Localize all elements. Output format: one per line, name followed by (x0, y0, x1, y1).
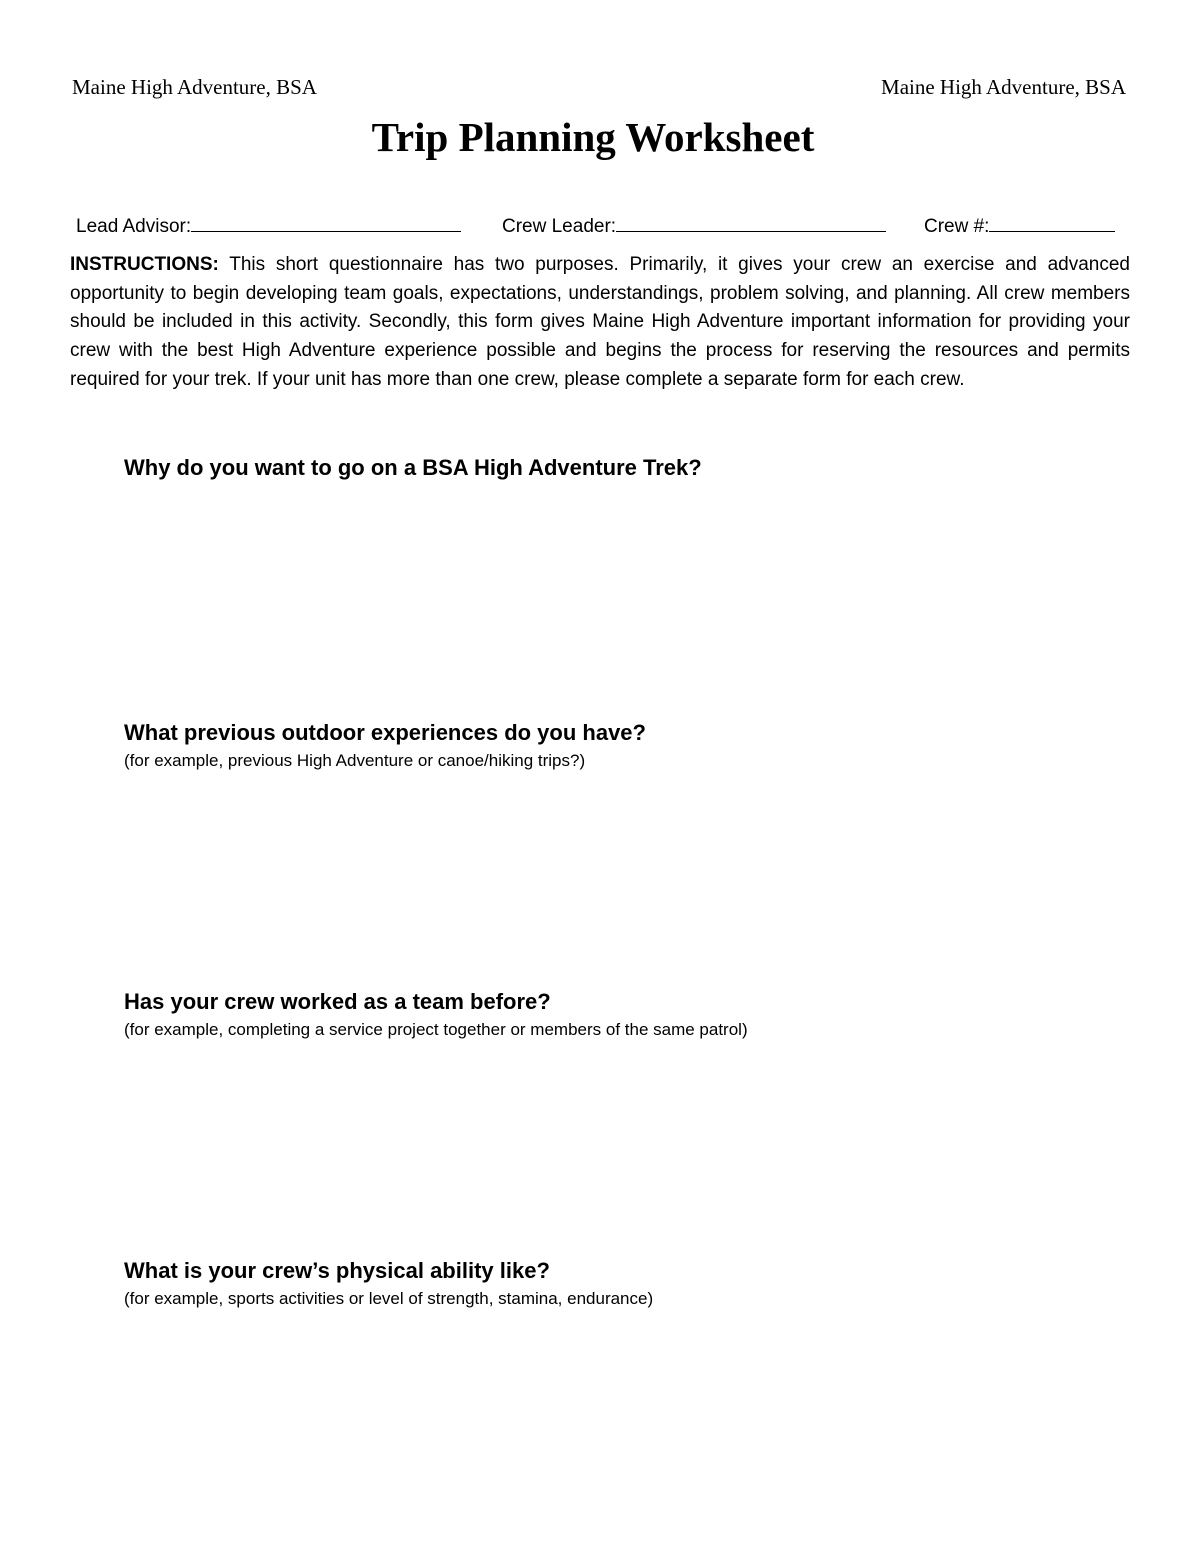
crew-info-fields (76, 211, 1130, 239)
crew-leader-label: Crew Leader: (502, 216, 617, 237)
question-3-subtitle: (for example, completing a service project together or members of the same patrol) (124, 1020, 748, 1039)
crew-number-field (924, 211, 1115, 240)
page-title: Trip Planning Worksheet (371, 114, 815, 160)
question-2-title: What previous outdoor experiences do you have? (124, 720, 646, 745)
lead-advisor-label: Lead Advisor: (76, 216, 192, 237)
crew-number-blank[interactable] (989, 211, 1115, 232)
header-right: Maine High Adventure, BSA (881, 75, 1126, 99)
question-3-title: Has your crew worked as a team before? (124, 989, 551, 1014)
question-2-subtitle: (for example, previous High Adventure or canoe/hiking trips?) (124, 751, 586, 770)
question-4 (124, 1256, 1124, 1310)
instructions-text: This short questionnaire has two purposes. Primarily, it gives your crew an exercise and advanced opportunity to begin developing team goals, expectations, understandings, problem solving, and planning. All crew members should be included in this activity. Secondly, this form gives Maine High Adventure important information for providing your crew with the best High Adventure experience possible and begins the process for reserving the resources and permits required for your trek. If your unit has more than one crew, please complete a separate form for each crew. (70, 254, 1130, 390)
crew-leader-field (502, 211, 886, 240)
lead-advisor-field (76, 211, 461, 240)
lead-advisor-blank[interactable] (191, 211, 461, 232)
instructions-paragraph (70, 251, 1130, 395)
crew-leader-blank[interactable] (616, 211, 886, 232)
question-1-title: Why do you want to go on a BSA High Adventure Trek? (124, 455, 702, 480)
question-3 (124, 987, 1124, 1041)
question-2 (124, 718, 1124, 772)
header-left: Maine High Adventure, BSA (72, 75, 317, 99)
question-4-title: What is your crew’s physical ability like? (124, 1258, 550, 1283)
instructions-label: INSTRUCTIONS: (70, 254, 219, 275)
crew-number-label: Crew #: (924, 216, 990, 237)
question-1 (124, 453, 1124, 483)
question-4-subtitle: (for example, sports activities or level of strength, stamina, endurance) (124, 1289, 654, 1308)
